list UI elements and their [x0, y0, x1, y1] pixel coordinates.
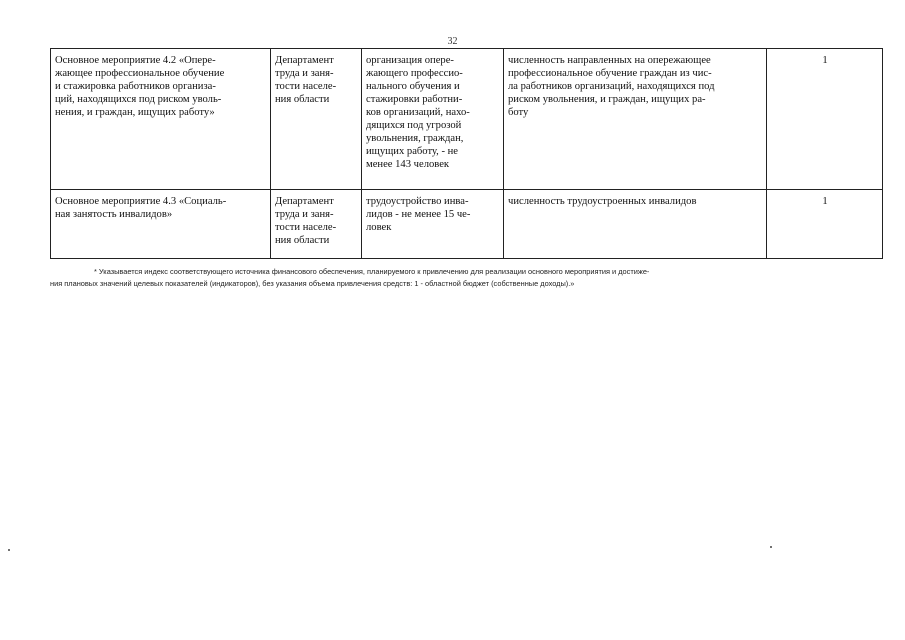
activity-cell: Основное мероприятие 4.3 «Социаль- ная занятость инвалидов»	[51, 190, 271, 259]
activities-table	[50, 48, 883, 259]
indicator-cell: численность направленных на опережающее профессиональное обучение граждан из чис- ла работников организаций, находящихся под риском увольнения, и граждан, ищущих ра- боту	[504, 49, 767, 190]
result-cell: трудоустройство инва- лидов - не менее 15 че- ловек	[362, 190, 504, 259]
footnote	[50, 266, 845, 290]
activity-cell: Основное мероприятие 4.2 «Опере- жающее профессиональное обучение и стажировка работников организа- ций, находящихся под риском уволь- нения, и граждан, ищущих работу»	[51, 49, 271, 190]
table-row	[51, 190, 883, 259]
result-cell: организация опере- жающего профессио- нального обучения и стажировки работни- ков организаций, нахо- дящихся под угрозой увольнения, граждан, ищущих работу, - не менее 143 человек	[362, 49, 504, 190]
scan-speck	[8, 549, 10, 551]
executor-cell: Департамент труда и заня- тости населе- ния области	[271, 190, 362, 259]
footnote-line: ния плановых значений целевых показателей (индикаторов), без указания объема привлечения средств: 1 - областной бюджет (собственные доходы).»	[50, 279, 575, 288]
funding-source-cell: 1	[767, 190, 883, 259]
executor-cell: Департамент труда и заня- тости населе- ния области	[271, 49, 362, 190]
table-row	[51, 49, 883, 190]
page-number: 32	[447, 36, 458, 47]
funding-source-cell: 1	[767, 49, 883, 190]
scan-speck	[770, 546, 772, 548]
footnote-line: * Указывается индекс соответствующего источника финансового обеспечения, планируемого к привлечению для реализации основного мероприятия и достиже-	[94, 267, 650, 276]
indicator-cell: численность трудоустроенных инвалидов	[504, 190, 767, 259]
